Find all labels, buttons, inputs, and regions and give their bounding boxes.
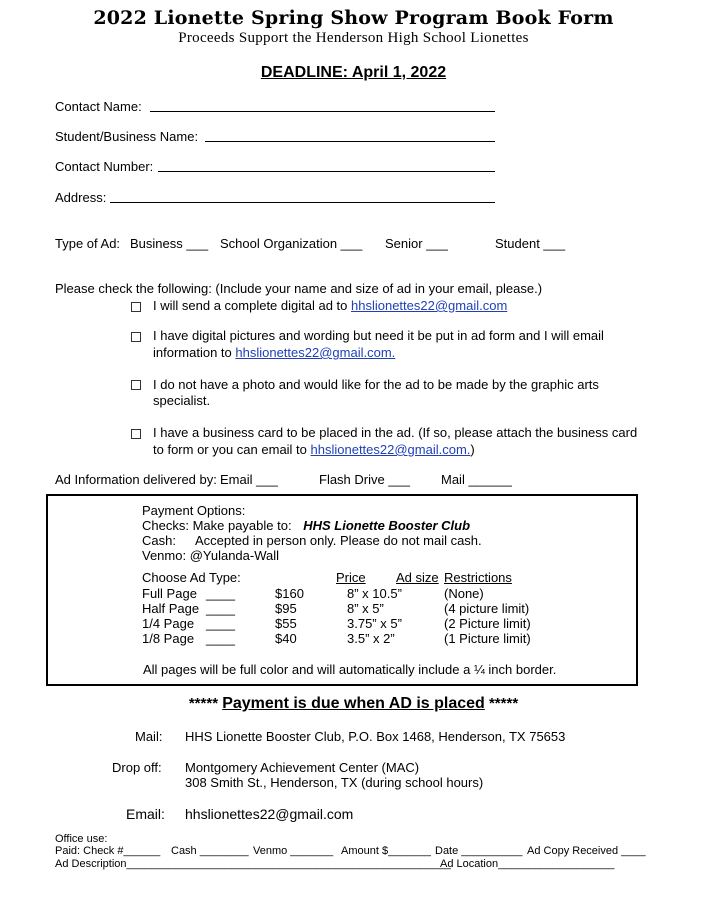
email-value[interactable]: hhslionettes22@gmail.com: [185, 806, 354, 822]
ad-row-blank[interactable]: ____: [206, 586, 235, 601]
page-subtitle: Proceeds Support the Henderson High School Lionettes: [178, 30, 529, 46]
ad-type-school-org[interactable]: School Organization ___: [220, 236, 363, 251]
ad-row-restriction: (4 picture limit): [444, 601, 530, 616]
ad-type-student[interactable]: Student ___: [495, 236, 566, 251]
delivery-flash-drive[interactable]: Flash Drive ___: [319, 472, 411, 487]
ad-row-size: 3.75” x 5”: [347, 616, 402, 631]
page-title: 2022 Lionette Spring Show Program Book Form: [93, 7, 614, 29]
mail-label: Mail:: [135, 729, 163, 744]
venmo-line: Venmo: @Yulanda-Wall: [142, 548, 280, 563]
deadline-heading: DEADLINE: April 1, 2022: [260, 64, 447, 81]
office-cash: Cash ________: [171, 845, 249, 857]
cash-label: Cash:: [142, 533, 176, 548]
ad-type-senior[interactable]: Senior ___: [385, 236, 448, 251]
cash-text: Accepted in person only. Please do not mail cash.: [195, 533, 482, 548]
restrictions-header: Restrictions: [444, 570, 512, 585]
delivery-mail[interactable]: Mail ______: [441, 472, 512, 487]
option-4-checkbox[interactable]: [131, 429, 141, 439]
dropoff-line1: Montgomery Achievement Center (MAC): [185, 760, 420, 775]
checks-payee: HHS Lionette Booster Club: [303, 518, 471, 533]
checks-line: Checks: Make payable to: HHS Lionette Booster Club: [142, 518, 471, 533]
ad-row-price: $95: [275, 601, 297, 616]
contact-number-field[interactable]: [158, 171, 495, 172]
contact-number-label: Contact Number:: [55, 159, 154, 174]
payment-due-text: Payment is due when AD is placed: [222, 695, 485, 712]
contact-name-field[interactable]: [150, 111, 495, 112]
office-paid-check: Paid: Check #______: [55, 845, 161, 857]
ad-row-restriction: (None): [444, 586, 484, 601]
student-business-field[interactable]: [205, 141, 495, 142]
office-ad-description: Ad Description_____________________________________________________: [55, 858, 451, 870]
ad-row-restriction: (1 Picture limit): [444, 631, 531, 646]
option-2-checkbox[interactable]: [131, 332, 141, 342]
option-3-checkbox[interactable]: [131, 380, 141, 390]
option-2-email-link[interactable]: hhslionettes22@gmail.com.: [235, 345, 396, 360]
ad-type-label: Type of Ad:: [55, 236, 121, 251]
option-1-email-link[interactable]: hhslionettes22@gmail.com: [351, 298, 508, 313]
ad-row-restriction: (2 Picture limit): [444, 616, 531, 631]
office-use-label: Office use:: [55, 833, 108, 845]
ad-row-page: 1/8 Page: [142, 631, 195, 646]
ad-type-table-header: Choose Ad Type:: [142, 570, 241, 585]
delivery-label: Ad Information delivered by:: [55, 472, 217, 487]
ad-row-page: Full Page: [142, 586, 197, 601]
ad-row-blank[interactable]: ____: [206, 601, 235, 616]
office-date: Date __________: [435, 845, 523, 857]
ad-row-price: $40: [275, 631, 297, 646]
option-2-text-line2: information to hhslionettes22@gmail.com.: [153, 345, 396, 360]
payment-box-footer: All pages will be full color and will automatically include a ¼ inch border.: [143, 662, 557, 677]
ad-size-header: Ad size: [396, 570, 439, 585]
ad-row-blank[interactable]: ____: [206, 631, 235, 646]
option-1-checkbox[interactable]: [131, 302, 141, 312]
ad-row-blank[interactable]: ____: [206, 616, 235, 631]
address-label: Address:: [55, 190, 107, 205]
payment-due-banner: ***** Payment is due when AD is placed *****: [188, 695, 519, 712]
option-3-text-line2: specialist.: [153, 393, 211, 408]
contact-name-label: Contact Name:: [55, 99, 142, 114]
student-business-label: Student/Business Name:: [55, 129, 199, 144]
ad-row-page: 1/4 Page: [142, 616, 195, 631]
option-4-text-line2: to form or you can email to hhslionettes22@gmail.com.): [153, 442, 475, 457]
dropoff-label: Drop off:: [112, 760, 162, 775]
option-4-text-line1: I have a business card to be placed in the ad. (If so, please attach the business card: [153, 425, 638, 440]
option-3-text-line1: I do not have a photo and would like for the ad to be made by the graphic arts: [153, 377, 599, 392]
address-field[interactable]: [110, 202, 495, 203]
option-2-text-line1: I have digital pictures and wording but need it be put in ad form and I will email: [153, 328, 604, 343]
ad-type-business[interactable]: Business ___: [130, 236, 209, 251]
price-header: Price: [336, 570, 366, 585]
ad-row-price: $55: [275, 616, 297, 631]
option-1-text: I will send a complete digital ad to hhslionettes22@gmail.com: [153, 298, 508, 313]
ad-row-price: $160: [275, 586, 304, 601]
payment-options-label: Payment Options:: [142, 503, 246, 518]
mail-address: HHS Lionette Booster Club, P.O. Box 1468, Henderson, TX 75653: [185, 729, 566, 744]
email-label: Email:: [126, 806, 165, 822]
office-ad-copy-received: Ad Copy Received ____: [527, 845, 646, 857]
dropoff-line2: 308 Smith St., Henderson, TX (during school hours): [185, 775, 484, 790]
ad-row-size: 8” x 5”: [347, 601, 384, 616]
ad-row-page: Half Page: [142, 601, 200, 616]
ad-row-size: 8” x 10.5”: [347, 586, 402, 601]
option-4-email-link[interactable]: hhslionettes22@gmail.com.: [310, 442, 471, 457]
checklist-intro: Please check the following: (Include your name and size of ad in your email, please.): [55, 281, 543, 296]
ad-row-size: 3.5” x 2”: [347, 631, 395, 646]
delivery-email[interactable]: Email ___: [220, 472, 278, 487]
office-venmo: Venmo _______: [253, 845, 334, 857]
office-amount: Amount $_______: [341, 845, 431, 857]
office-ad-location: Ad Location___________________: [440, 858, 615, 870]
